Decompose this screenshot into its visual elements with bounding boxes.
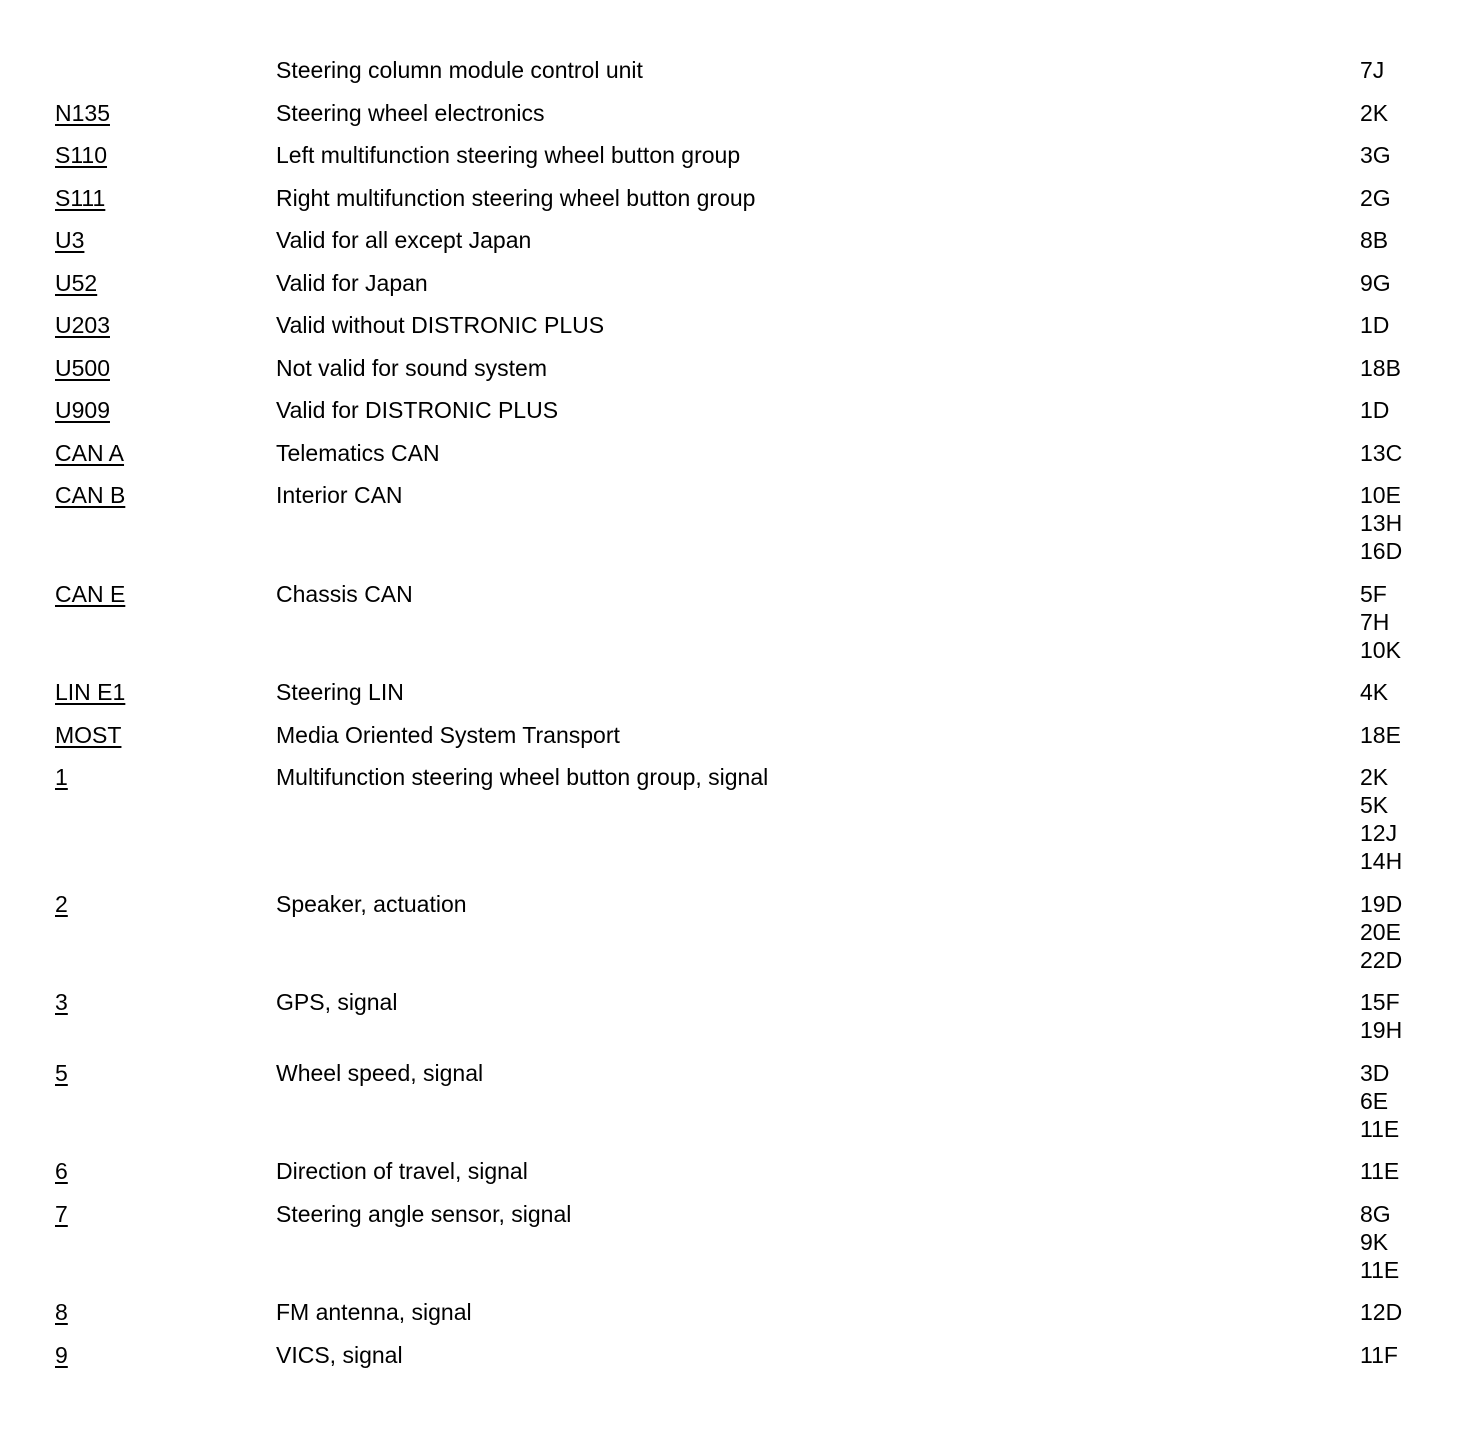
wiring-legend-table xyxy=(55,56,1415,1383)
component-description: Direction of travel, signal xyxy=(276,1158,528,1184)
component-description: Media Oriented System Transport xyxy=(276,721,620,748)
grid-reference: 3G xyxy=(1360,142,1391,168)
grid-reference: 7J xyxy=(1360,57,1385,83)
legend-row xyxy=(55,269,1415,297)
legend-row xyxy=(55,396,1415,424)
component-description: Steering wheel electronics xyxy=(276,99,545,126)
grid-reference: 8B xyxy=(1360,227,1389,253)
legend-row xyxy=(55,988,1415,1044)
grid-reference: 12J xyxy=(1360,820,1398,846)
legend-row xyxy=(55,1200,1415,1284)
grid-reference: 11E xyxy=(1360,1256,1400,1283)
legend-row xyxy=(55,354,1415,382)
component-description: FM antenna, signal xyxy=(276,1299,472,1325)
component-code-link[interactable]: 3 xyxy=(55,989,68,1015)
grid-reference-list xyxy=(1360,269,1415,297)
legend-row xyxy=(55,99,1415,127)
grid-reference: 16D xyxy=(1360,538,1403,564)
legend-row xyxy=(55,226,1415,254)
component-code-link[interactable]: MOST xyxy=(55,721,122,748)
grid-reference: 12D xyxy=(1360,1299,1403,1325)
grid-reference: 10K xyxy=(1360,636,1401,663)
component-code-link[interactable]: LIN E1 xyxy=(55,679,126,705)
grid-reference: 11E xyxy=(1360,1115,1400,1142)
component-description: Wheel speed, signal xyxy=(276,1059,484,1086)
grid-reference: 10E xyxy=(1360,482,1401,508)
legend-row xyxy=(55,1298,1415,1326)
legend-row xyxy=(55,580,1415,664)
grid-reference-list xyxy=(1360,439,1415,467)
grid-reference: 6E xyxy=(1360,1087,1389,1114)
grid-reference: 9K xyxy=(1360,1228,1389,1255)
grid-reference-list xyxy=(1360,1157,1415,1185)
legend-row xyxy=(55,763,1415,875)
component-code-link[interactable]: 5 xyxy=(55,1059,68,1086)
component-code-link[interactable]: 1 xyxy=(55,764,68,790)
component-code-link[interactable]: CAN E xyxy=(55,580,126,607)
legend-row xyxy=(55,439,1415,467)
legend-row xyxy=(55,890,1415,974)
grid-reference-list xyxy=(1360,99,1415,127)
legend-row xyxy=(55,1157,1415,1185)
grid-reference: 15F xyxy=(1360,989,1400,1015)
grid-reference: 19H xyxy=(1360,1017,1403,1043)
component-code-link[interactable]: U52 xyxy=(55,269,98,296)
legend-row xyxy=(55,1059,1415,1143)
component-code-link[interactable]: 9 xyxy=(55,1341,68,1368)
grid-reference: 2K xyxy=(1360,99,1389,126)
component-description: Steering angle sensor, signal xyxy=(276,1200,572,1227)
grid-reference: 5F xyxy=(1360,580,1387,607)
grid-reference: 18E xyxy=(1360,721,1401,748)
grid-reference-list xyxy=(1360,481,1415,565)
legend-row xyxy=(55,141,1415,169)
grid-reference: 18B xyxy=(1360,354,1401,381)
grid-reference-list xyxy=(1360,226,1415,254)
component-code-link[interactable]: U3 xyxy=(55,227,85,253)
legend-row xyxy=(55,56,1415,84)
component-description: Interior CAN xyxy=(276,482,403,508)
component-code-link[interactable]: 7 xyxy=(55,1200,68,1227)
legend-row xyxy=(55,678,1415,706)
grid-reference-list xyxy=(1360,311,1415,339)
component-code-link[interactable]: U909 xyxy=(55,397,110,423)
component-code-link[interactable]: 8 xyxy=(55,1299,68,1325)
component-description: VICS, signal xyxy=(276,1341,403,1368)
grid-reference: 20E xyxy=(1360,918,1401,945)
component-description: Valid for Japan xyxy=(276,269,428,296)
component-description: Telematics CAN xyxy=(276,439,440,466)
grid-reference-list xyxy=(1360,1341,1415,1369)
component-description: Chassis CAN xyxy=(276,580,413,607)
grid-reference: 13C xyxy=(1360,439,1403,466)
grid-reference: 1D xyxy=(1360,312,1390,338)
component-code-link[interactable]: S110 xyxy=(55,142,108,168)
grid-reference-list xyxy=(1360,141,1415,169)
grid-reference-list xyxy=(1360,56,1415,84)
component-description: Valid for DISTRONIC PLUS xyxy=(276,397,559,423)
component-code-link[interactable]: 2 xyxy=(55,890,68,917)
component-description: Valid for all except Japan xyxy=(276,227,532,253)
grid-reference-list xyxy=(1360,396,1415,424)
legend-row xyxy=(55,481,1415,565)
grid-reference-list xyxy=(1360,1298,1415,1326)
grid-reference: 7H xyxy=(1360,608,1390,635)
component-code-link[interactable]: CAN B xyxy=(55,482,126,508)
component-code-link[interactable]: 6 xyxy=(55,1158,68,1184)
grid-reference: 3D xyxy=(1360,1059,1390,1086)
grid-reference-list xyxy=(1360,721,1415,749)
grid-reference: 11F xyxy=(1360,1341,1398,1368)
component-description: Steering column module control unit xyxy=(276,57,643,83)
legend-row xyxy=(55,721,1415,749)
component-code-link[interactable]: S111 xyxy=(55,184,106,211)
component-description: Left multifunction steering wheel button group xyxy=(276,142,741,168)
grid-reference: 2G xyxy=(1360,184,1391,211)
grid-reference: 9G xyxy=(1360,269,1391,296)
component-description: GPS, signal xyxy=(276,989,398,1015)
grid-reference: 11E xyxy=(1360,1158,1400,1184)
component-code-link[interactable]: N135 xyxy=(55,99,110,126)
grid-reference: 8G xyxy=(1360,1200,1391,1227)
grid-reference-list xyxy=(1360,1200,1415,1284)
legend-row xyxy=(55,184,1415,212)
grid-reference: 5K xyxy=(1360,792,1389,818)
component-code-link[interactable]: U500 xyxy=(55,354,110,381)
component-description: Valid without DISTRONIC PLUS xyxy=(276,312,605,338)
component-code-link[interactable]: U203 xyxy=(55,312,110,338)
component-description: Multifunction steering wheel button group, signal xyxy=(276,764,769,790)
grid-reference: 14H xyxy=(1360,848,1403,874)
legend-row xyxy=(55,1341,1415,1369)
component-description: Right multifunction steering wheel button group xyxy=(276,184,756,211)
grid-reference-list xyxy=(1360,678,1415,706)
grid-reference: 1D xyxy=(1360,397,1390,423)
component-description: Steering LIN xyxy=(276,679,404,705)
grid-reference-list xyxy=(1360,988,1415,1044)
component-description: Not valid for sound system xyxy=(276,354,548,381)
grid-reference-list xyxy=(1360,763,1415,875)
component-code-link[interactable]: CAN A xyxy=(55,439,125,466)
grid-reference-list xyxy=(1360,1059,1415,1143)
grid-reference-list xyxy=(1360,354,1415,382)
grid-reference-list xyxy=(1360,890,1415,974)
grid-reference: 2K xyxy=(1360,764,1389,790)
grid-reference: 13H xyxy=(1360,510,1403,536)
component-description: Speaker, actuation xyxy=(276,890,467,917)
grid-reference-list xyxy=(1360,580,1415,664)
grid-reference: 4K xyxy=(1360,679,1389,705)
grid-reference: 19D xyxy=(1360,890,1403,917)
grid-reference-list xyxy=(1360,184,1415,212)
grid-reference: 22D xyxy=(1360,946,1403,973)
legend-row xyxy=(55,311,1415,339)
